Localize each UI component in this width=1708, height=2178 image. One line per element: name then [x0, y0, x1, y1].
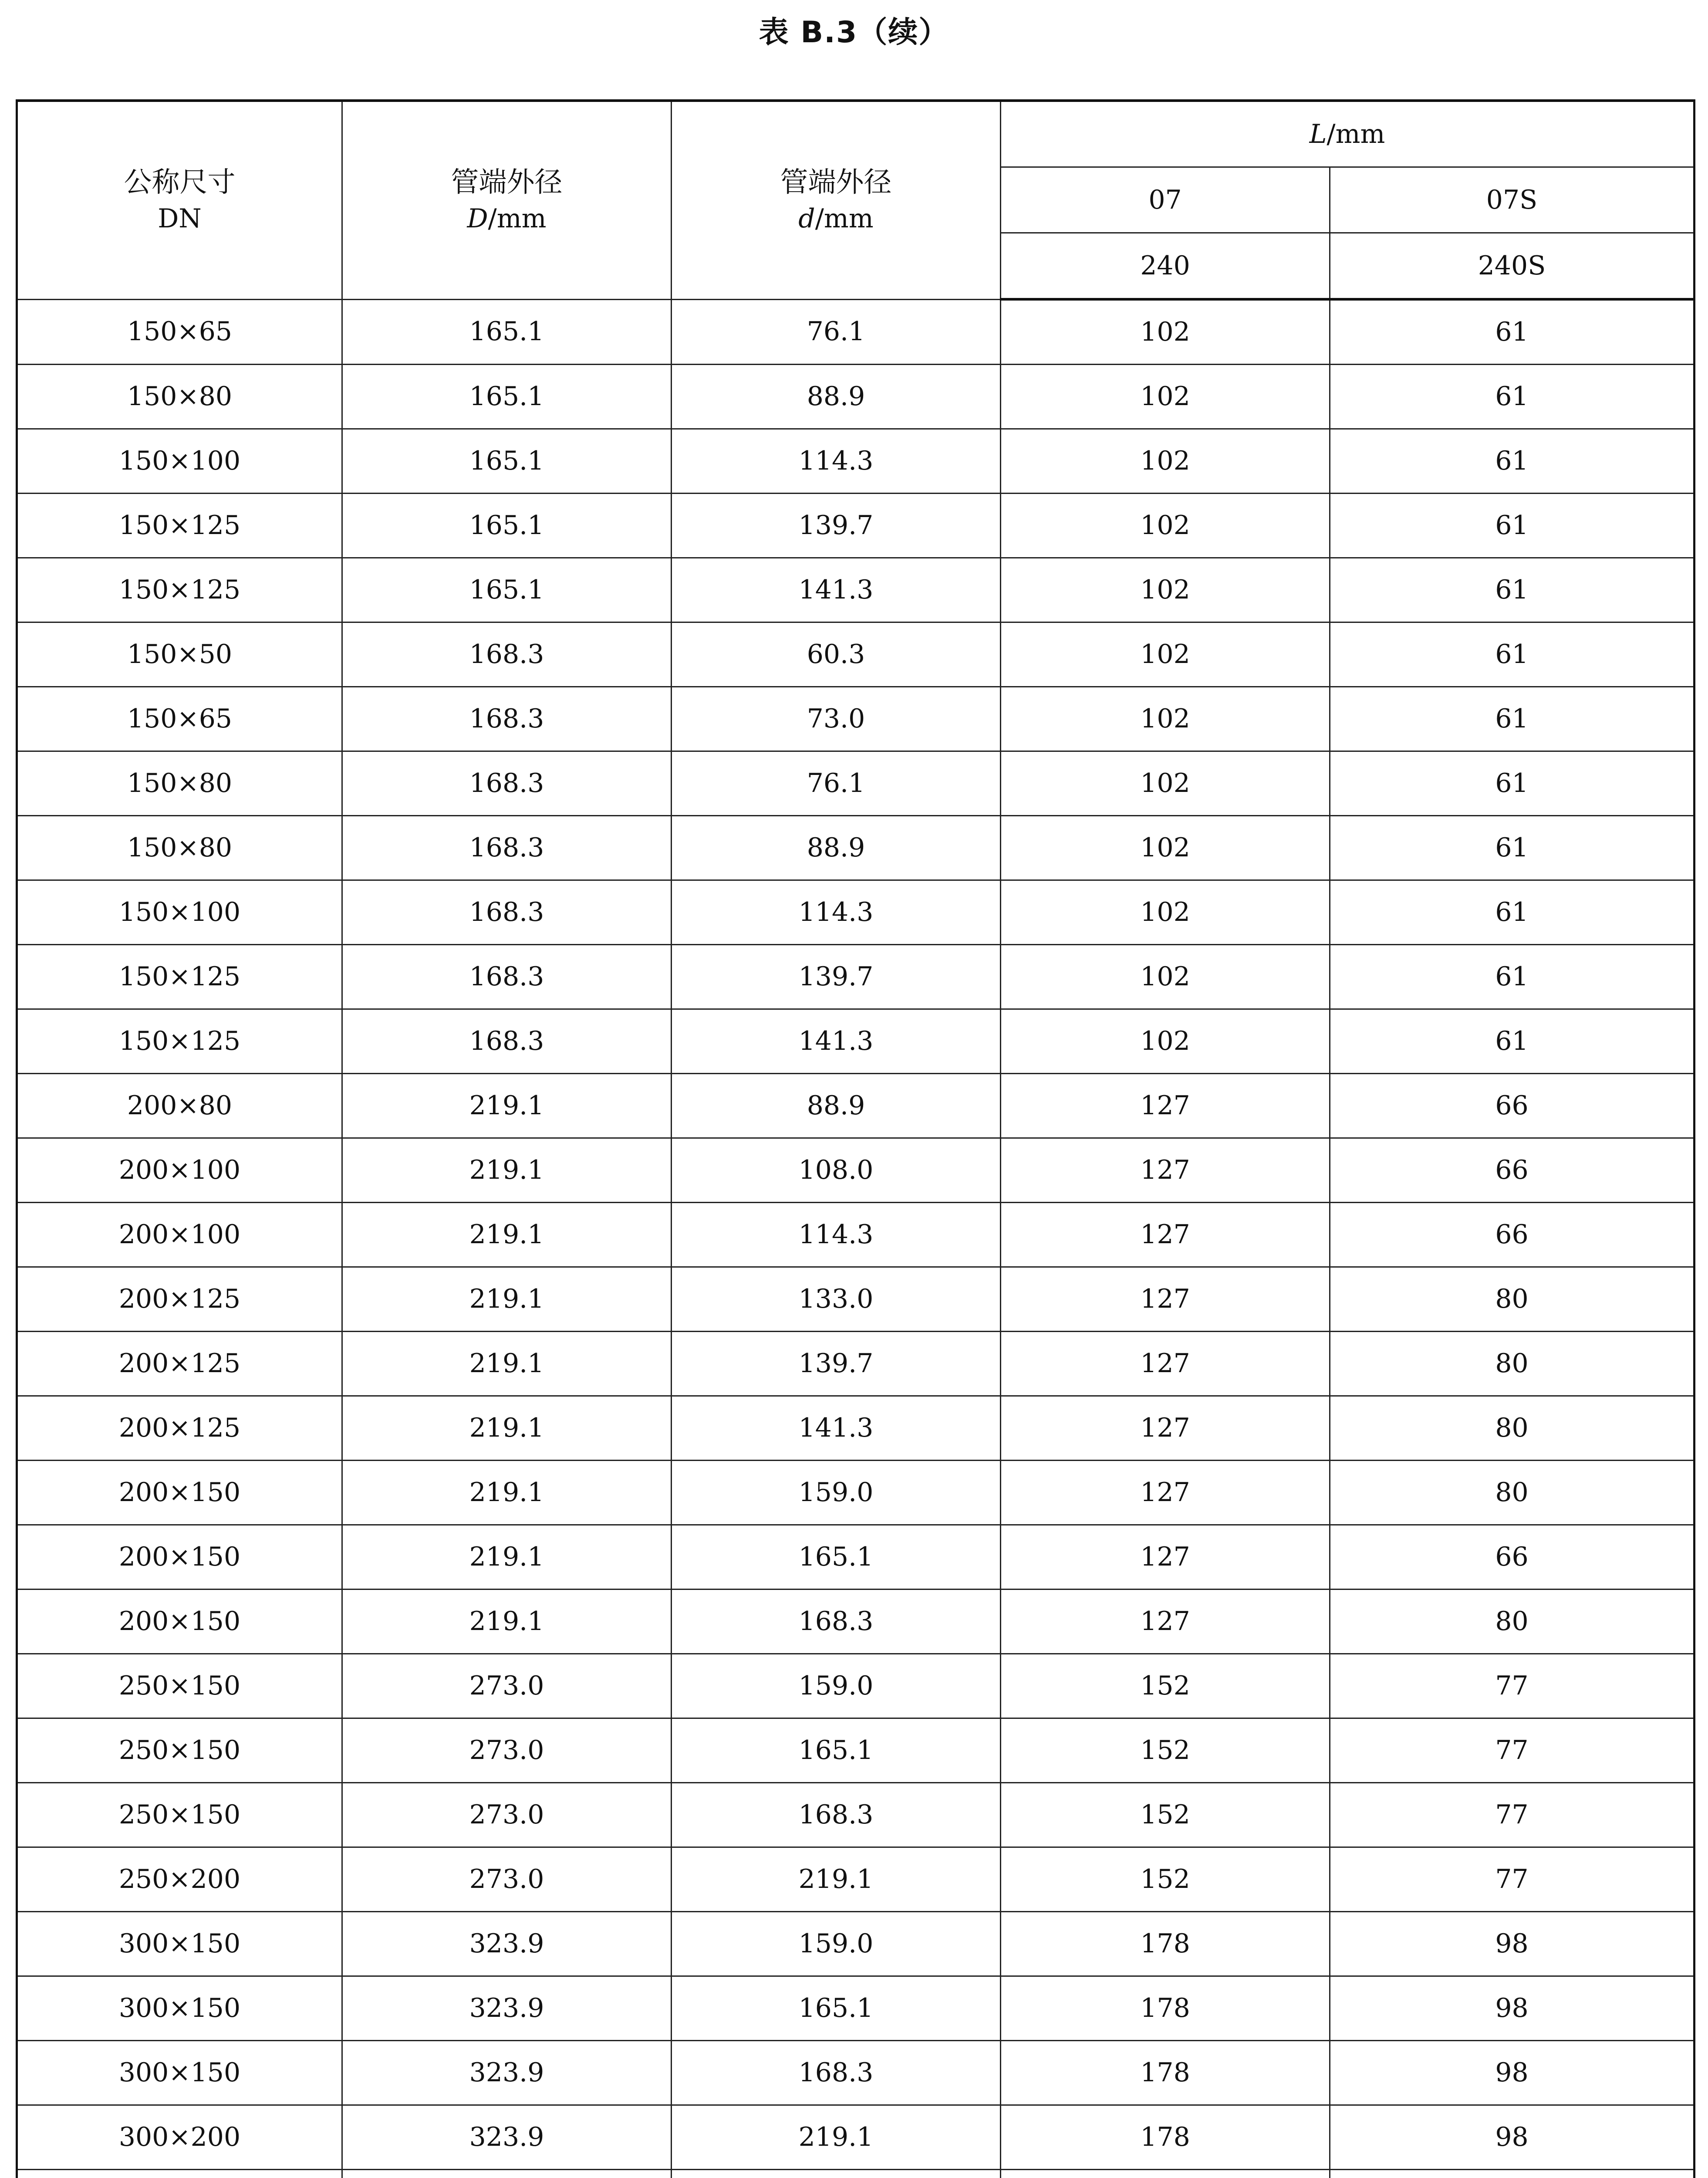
cell-outer-diameter-D: 168.3	[342, 880, 672, 945]
cell-length-07s	[1330, 2170, 1694, 2178]
header-outer-diameter-d-unit: /mm	[815, 203, 874, 234]
cell-nominal-size: 200×100	[17, 1203, 342, 1267]
cell-outer-diameter-D: 219.1	[342, 1461, 672, 1525]
cell-nominal-size: 150×65	[17, 299, 342, 365]
table-row	[17, 1009, 1694, 1074]
cell-outer-diameter-d: 60.3	[672, 622, 1001, 687]
cell-outer-diameter-d: 165.1	[672, 1525, 1001, 1590]
table-row	[17, 1912, 1694, 1976]
cell-length-07: 102	[1001, 494, 1330, 558]
table-row	[17, 1654, 1694, 1718]
cell-length-07: 178	[1001, 2105, 1330, 2170]
cell-outer-diameter-D: 323.9	[342, 2041, 672, 2105]
cell-length-07: 152	[1001, 1654, 1330, 1718]
table-row	[17, 880, 1694, 945]
cell-outer-diameter-d: 159.0	[672, 1461, 1001, 1525]
cell-length-07s: 66	[1330, 1525, 1694, 1590]
cell-outer-diameter-d: 108.0	[672, 1138, 1001, 1203]
table-row	[17, 1847, 1694, 1912]
table-header	[17, 101, 1694, 299]
cell-length-07s: 61	[1330, 494, 1694, 558]
table-row	[17, 1718, 1694, 1783]
table-row	[17, 622, 1694, 687]
table-row	[17, 365, 1694, 429]
table-row	[17, 945, 1694, 1009]
cell-length-07: 127	[1001, 1138, 1330, 1203]
cell-length-07: 127	[1001, 1396, 1330, 1461]
cell-length-07s: 98	[1330, 2041, 1694, 2105]
cell-outer-diameter-d: 139.7	[672, 494, 1001, 558]
cell-nominal-size: 150×100	[17, 880, 342, 945]
table-row	[17, 1461, 1694, 1525]
cell-length-07	[1001, 2170, 1330, 2178]
header-series-240s: 240S	[1330, 233, 1694, 300]
cell-length-07s: 61	[1330, 1009, 1694, 1074]
cell-outer-diameter-d: 219.1	[672, 1847, 1001, 1912]
cell-length-07: 127	[1001, 1203, 1330, 1267]
cell-outer-diameter-d: 139.7	[672, 1332, 1001, 1396]
cell-length-07: 127	[1001, 1267, 1330, 1332]
cell-nominal-size: 150×50	[17, 622, 342, 687]
table-row	[17, 1783, 1694, 1847]
cell-length-07s: 80	[1330, 1396, 1694, 1461]
cell-outer-diameter-d: 141.3	[672, 1396, 1001, 1461]
cell-outer-diameter-D: 273.0	[342, 1718, 672, 1783]
header-length-L-var: L	[1309, 118, 1327, 149]
table-row	[17, 751, 1694, 816]
cell-length-07s: 61	[1330, 751, 1694, 816]
cell-nominal-size: 200×125	[17, 1396, 342, 1461]
cell-outer-diameter-d: 168.3	[672, 1590, 1001, 1654]
header-outer-diameter-d-var: d	[798, 203, 815, 234]
cell-outer-diameter-D: 323.9	[342, 1912, 672, 1976]
cell-outer-diameter-d	[672, 2170, 1001, 2178]
table-row	[17, 494, 1694, 558]
header-series-07: 07	[1001, 167, 1330, 233]
cell-length-07: 178	[1001, 1976, 1330, 2041]
cell-length-07: 127	[1001, 1590, 1330, 1654]
cell-length-07: 102	[1001, 365, 1330, 429]
cell-outer-diameter-d: 141.3	[672, 558, 1001, 622]
cell-length-07: 127	[1001, 1332, 1330, 1396]
cell-length-07s: 61	[1330, 429, 1694, 494]
cell-length-07: 102	[1001, 880, 1330, 945]
cell-outer-diameter-d: 159.0	[672, 1912, 1001, 1976]
cell-length-07: 127	[1001, 1525, 1330, 1590]
header-nominal-size-label: 公称尺寸	[124, 166, 236, 199]
cell-nominal-size: 200×125	[17, 1332, 342, 1396]
cell-nominal-size: 150×125	[17, 494, 342, 558]
cell-outer-diameter-d: 159.0	[672, 1654, 1001, 1718]
table-title: 表 B.3（续）	[759, 15, 949, 50]
cell-outer-diameter-d: 219.1	[672, 2105, 1001, 2170]
dimension-table	[16, 99, 1695, 2178]
cell-length-07s: 66	[1330, 1138, 1694, 1203]
cell-length-07s: 80	[1330, 1332, 1694, 1396]
cell-outer-diameter-d: 165.1	[672, 1976, 1001, 2041]
cell-nominal-size: 200×125	[17, 1267, 342, 1332]
cell-outer-diameter-D: 219.1	[342, 1203, 672, 1267]
table-row	[17, 2041, 1694, 2105]
cell-nominal-size: 150×80	[17, 816, 342, 880]
cell-length-07s: 77	[1330, 1654, 1694, 1718]
cell-nominal-size: 200×100	[17, 1138, 342, 1203]
header-outer-diameter-D-unit: /mm	[488, 203, 547, 234]
table-row	[17, 429, 1694, 494]
header-nominal-size	[17, 101, 342, 299]
cell-outer-diameter-d: 139.7	[672, 945, 1001, 1009]
cell-length-07: 102	[1001, 1009, 1330, 1074]
cell-outer-diameter-d: 76.1	[672, 751, 1001, 816]
table-row	[17, 299, 1694, 365]
cell-length-07s: 61	[1330, 945, 1694, 1009]
cell-length-07s: 80	[1330, 1267, 1694, 1332]
cell-length-07s: 61	[1330, 558, 1694, 622]
cell-length-07s: 66	[1330, 1074, 1694, 1138]
cell-outer-diameter-d: 88.9	[672, 816, 1001, 880]
cell-length-07: 102	[1001, 687, 1330, 751]
cell-nominal-size: 150×125	[17, 945, 342, 1009]
table-row	[17, 1976, 1694, 2041]
cell-length-07: 152	[1001, 1718, 1330, 1783]
cell-length-07: 152	[1001, 1847, 1330, 1912]
table-row	[17, 816, 1694, 880]
header-outer-diameter-D-label: 管端外径	[451, 166, 563, 199]
header-outer-diameter-D-var: D	[467, 203, 488, 234]
cell-length-07s: 61	[1330, 687, 1694, 751]
cell-nominal-size: 150×80	[17, 751, 342, 816]
cell-length-07: 102	[1001, 622, 1330, 687]
table-row	[17, 1525, 1694, 1590]
cell-length-07s: 98	[1330, 2105, 1694, 2170]
cell-outer-diameter-d: 73.0	[672, 687, 1001, 751]
cell-outer-diameter-d: 165.1	[672, 1718, 1001, 1783]
cell-outer-diameter-d: 114.3	[672, 1203, 1001, 1267]
cell-length-07s: 98	[1330, 1912, 1694, 1976]
cell-length-07: 178	[1001, 1912, 1330, 1976]
cell-outer-diameter-D: 168.3	[342, 816, 672, 880]
cell-length-07: 178	[1001, 2041, 1330, 2105]
table-row	[17, 1138, 1694, 1203]
cell-nominal-size: 300×150	[17, 2041, 342, 2105]
cell-length-07s: 77	[1330, 1847, 1694, 1912]
cell-outer-diameter-D: 165.1	[342, 365, 672, 429]
cell-outer-diameter-D: 219.1	[342, 1138, 672, 1203]
cell-nominal-size: 150×65	[17, 687, 342, 751]
header-length-L	[1001, 101, 1694, 167]
cell-outer-diameter-D: 219.1	[342, 1396, 672, 1461]
cell-nominal-size: 250×200	[17, 1847, 342, 1912]
cell-outer-diameter-D: 165.1	[342, 494, 672, 558]
header-series-240: 240	[1001, 233, 1330, 300]
cell-outer-diameter-D: 219.1	[342, 1074, 672, 1138]
cell-outer-diameter-d: 168.3	[672, 1783, 1001, 1847]
table-row	[17, 1203, 1694, 1267]
table-row	[17, 1396, 1694, 1461]
cell-length-07s: 61	[1330, 816, 1694, 880]
header-outer-diameter-d	[672, 101, 1001, 299]
cell-outer-diameter-D: 219.1	[342, 1332, 672, 1396]
cell-outer-diameter-D	[342, 2170, 672, 2178]
cell-nominal-size: 200×80	[17, 1074, 342, 1138]
cell-length-07: 102	[1001, 429, 1330, 494]
cell-outer-diameter-D: 168.3	[342, 945, 672, 1009]
cell-nominal-size: 200×150	[17, 1461, 342, 1525]
cell-outer-diameter-D: 219.1	[342, 1267, 672, 1332]
cell-length-07: 102	[1001, 945, 1330, 1009]
cell-length-07: 127	[1001, 1074, 1330, 1138]
cell-length-07s: 80	[1330, 1461, 1694, 1525]
cell-outer-diameter-D: 165.1	[342, 429, 672, 494]
cell-nominal-size: 250×150	[17, 1718, 342, 1783]
cell-length-07s: 61	[1330, 622, 1694, 687]
table-row	[17, 558, 1694, 622]
header-length-L-unit: /mm	[1327, 118, 1385, 149]
table-row	[17, 1590, 1694, 1654]
cell-outer-diameter-D: 168.3	[342, 687, 672, 751]
table-row	[17, 1074, 1694, 1138]
cell-length-07: 102	[1001, 299, 1330, 365]
cell-nominal-size: 150×125	[17, 1009, 342, 1074]
cell-outer-diameter-D: 273.0	[342, 1847, 672, 1912]
cell-length-07s: 77	[1330, 1718, 1694, 1783]
cell-outer-diameter-D: 219.1	[342, 1525, 672, 1590]
cell-outer-diameter-D: 273.0	[342, 1654, 672, 1718]
cell-length-07: 152	[1001, 1783, 1330, 1847]
cell-nominal-size: 200×150	[17, 1525, 342, 1590]
cell-nominal-size: 150×80	[17, 365, 342, 429]
cell-outer-diameter-d: 168.3	[672, 2041, 1001, 2105]
cell-nominal-size: 250×150	[17, 1783, 342, 1847]
cell-nominal-size: 250×150	[17, 1654, 342, 1718]
cell-outer-diameter-d: 88.9	[672, 1074, 1001, 1138]
cell-length-07s: 77	[1330, 1783, 1694, 1847]
cell-length-07s: 61	[1330, 299, 1694, 365]
cell-length-07s: 61	[1330, 880, 1694, 945]
cell-nominal-size	[17, 2170, 342, 2178]
cell-outer-diameter-D: 165.1	[342, 558, 672, 622]
cell-outer-diameter-D: 168.3	[342, 751, 672, 816]
cell-length-07: 102	[1001, 816, 1330, 880]
cell-length-07s: 66	[1330, 1203, 1694, 1267]
cell-outer-diameter-D: 323.9	[342, 2105, 672, 2170]
cell-outer-diameter-d: 88.9	[672, 365, 1001, 429]
cell-nominal-size: 300×150	[17, 1912, 342, 1976]
cell-outer-diameter-D: 323.9	[342, 1976, 672, 2041]
header-series-07s: 07S	[1330, 167, 1694, 233]
cell-nominal-size: 150×100	[17, 429, 342, 494]
cell-outer-diameter-D: 273.0	[342, 1783, 672, 1847]
cell-length-07: 102	[1001, 558, 1330, 622]
cell-outer-diameter-d: 114.3	[672, 880, 1001, 945]
cell-length-07s: 98	[1330, 1976, 1694, 2041]
cell-outer-diameter-d: 76.1	[672, 299, 1001, 365]
header-outer-diameter-d-label: 管端外径	[780, 166, 892, 199]
table-row	[17, 2105, 1694, 2170]
cell-nominal-size: 150×125	[17, 558, 342, 622]
cell-nominal-size: 300×200	[17, 2105, 342, 2170]
cell-nominal-size: 300×150	[17, 1976, 342, 2041]
table-body	[17, 299, 1694, 2178]
header-outer-diameter-D	[342, 101, 672, 299]
cell-outer-diameter-D: 168.3	[342, 1009, 672, 1074]
table-row	[17, 2170, 1694, 2178]
table-row	[17, 1332, 1694, 1396]
cell-outer-diameter-d: 133.0	[672, 1267, 1001, 1332]
cell-length-07: 127	[1001, 1461, 1330, 1525]
cell-outer-diameter-d: 114.3	[672, 429, 1001, 494]
table-row	[17, 687, 1694, 751]
cell-outer-diameter-D: 168.3	[342, 622, 672, 687]
cell-outer-diameter-D: 165.1	[342, 299, 672, 365]
cell-nominal-size: 200×150	[17, 1590, 342, 1654]
cell-length-07: 102	[1001, 751, 1330, 816]
cell-length-07s: 80	[1330, 1590, 1694, 1654]
header-nominal-size-code: DN	[158, 203, 202, 234]
cell-outer-diameter-D: 219.1	[342, 1590, 672, 1654]
cell-length-07s: 61	[1330, 365, 1694, 429]
table-row	[17, 1267, 1694, 1332]
cell-outer-diameter-d: 141.3	[672, 1009, 1001, 1074]
